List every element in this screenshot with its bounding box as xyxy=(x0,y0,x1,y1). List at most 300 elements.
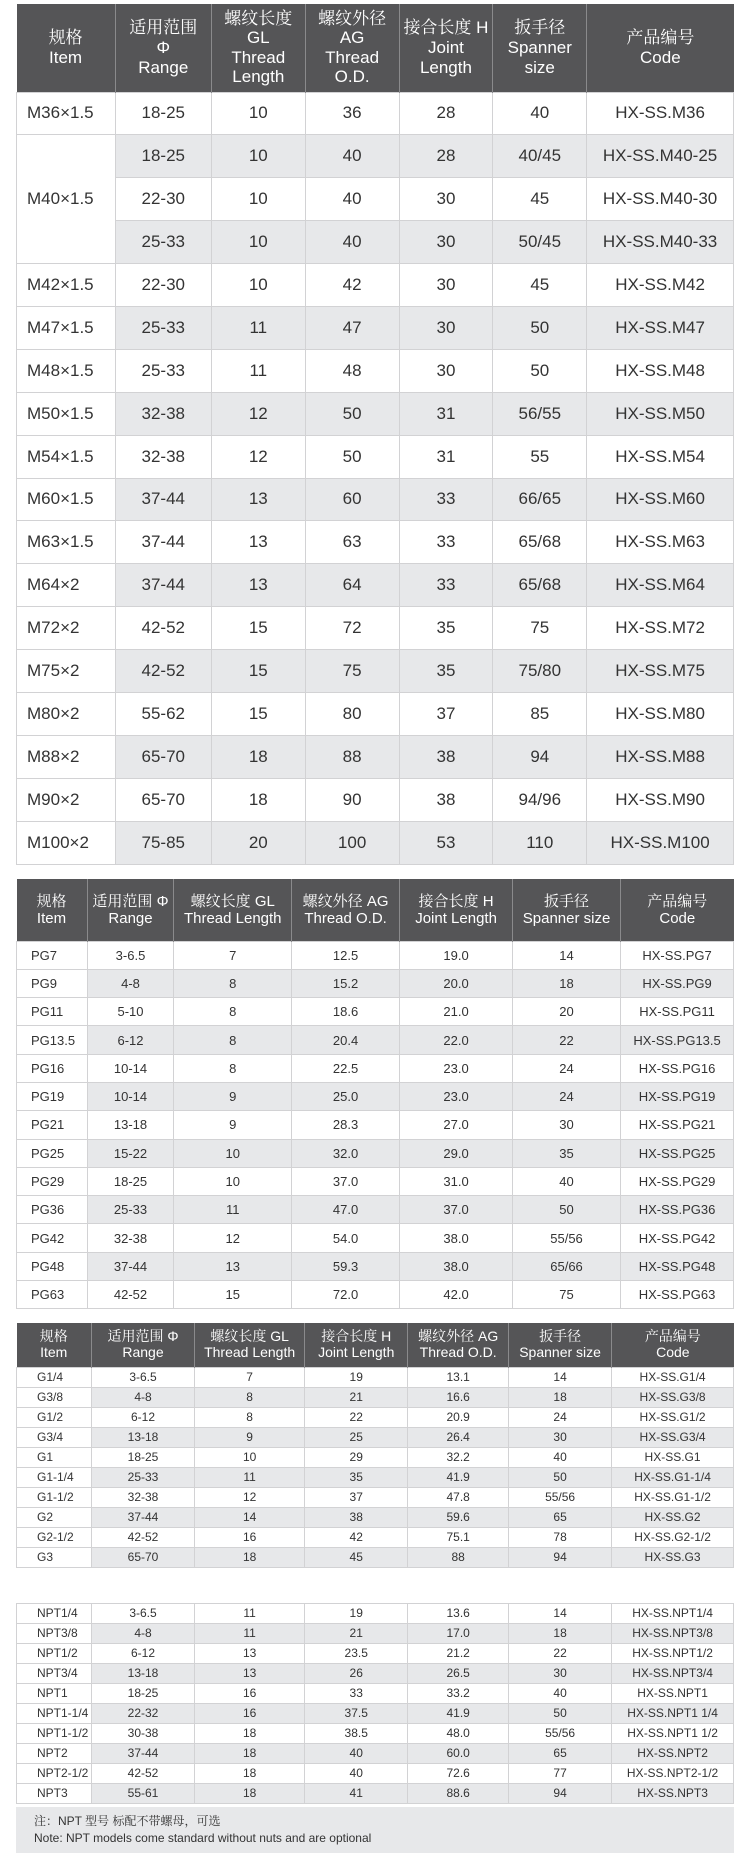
table-cell: 55/56 xyxy=(509,1723,612,1743)
table-cell: 33 xyxy=(399,521,493,564)
table-cell: 19 xyxy=(305,1603,408,1623)
table-cell: 17.0 xyxy=(408,1623,509,1643)
table-cell: 40 xyxy=(305,1743,408,1763)
table-cell: HX-SS.PG42 xyxy=(621,1224,734,1252)
table-cell: 13-18 xyxy=(87,1111,174,1139)
table-cell: HX-SS.NPT1 1/2 xyxy=(612,1723,734,1743)
item-cell: G1 xyxy=(17,1447,92,1467)
table-cell: 64 xyxy=(305,564,399,607)
table-cell: 20 xyxy=(512,998,620,1026)
table-cell: 5-10 xyxy=(87,998,174,1026)
table-cell: HX-SS.PG13.5 xyxy=(621,1026,734,1054)
item-cell: M63×1.5 xyxy=(17,521,116,564)
table-cell: 19 xyxy=(305,1367,408,1387)
table-cell: 32-38 xyxy=(115,392,211,435)
table-cell: 12 xyxy=(211,435,305,478)
table-cell: HX-SS.M88 xyxy=(587,735,734,778)
table-cell: 22-30 xyxy=(115,178,211,221)
table-cell: 65/68 xyxy=(493,521,587,564)
table-row xyxy=(17,778,734,821)
table-cell: 47.0 xyxy=(292,1196,400,1224)
item-cell: G1/2 xyxy=(17,1407,92,1427)
table-cell: 90 xyxy=(305,778,399,821)
table-cell: 75 xyxy=(305,650,399,693)
table-cell: 7 xyxy=(174,941,292,969)
table-cell: 38.0 xyxy=(400,1224,513,1252)
table-row xyxy=(17,1054,734,1082)
table-cell: 30 xyxy=(509,1663,612,1683)
table-cell: HX-SS.PG21 xyxy=(621,1111,734,1139)
table-cell: HX-SS.PG63 xyxy=(621,1281,734,1309)
table-cell: HX-SS.PG9 xyxy=(621,969,734,997)
table-cell: 18 xyxy=(509,1623,612,1643)
table-cell: 38 xyxy=(399,778,493,821)
table-cell: 32-38 xyxy=(87,1224,174,1252)
column-header: 规格 Item xyxy=(17,1323,92,1367)
table-cell: HX-SS.PG48 xyxy=(621,1252,734,1280)
table-cell: 19.0 xyxy=(400,941,513,969)
table-cell: 37.5 xyxy=(305,1703,408,1723)
table-cell: 60 xyxy=(305,478,399,521)
table-row xyxy=(17,1407,734,1427)
table-cell: HX-SS.M40-33 xyxy=(587,221,734,264)
table-cell: 33 xyxy=(399,564,493,607)
table-row xyxy=(17,969,734,997)
table-cell: 12 xyxy=(174,1224,292,1252)
table-cell: 4-8 xyxy=(91,1387,194,1407)
column-header: 接合长度 H Joint Length xyxy=(399,4,493,92)
table-cell: 25 xyxy=(305,1427,408,1447)
table-cell: HX-SS.PG11 xyxy=(621,998,734,1026)
table-row xyxy=(17,1447,734,1467)
table-body xyxy=(17,92,734,864)
table-cell: 10 xyxy=(195,1447,305,1467)
footnote xyxy=(16,1807,734,1853)
table-cell: HX-SS.G2 xyxy=(612,1507,734,1527)
table-cell: 18-25 xyxy=(115,135,211,178)
table-cell: 8 xyxy=(174,1054,292,1082)
table-cell: 8 xyxy=(195,1387,305,1407)
table-cell: 18 xyxy=(509,1387,612,1407)
table-cell: HX-SS.NPT2-1/2 xyxy=(612,1763,734,1783)
item-cell: PG13.5 xyxy=(17,1026,88,1054)
item-cell: PG29 xyxy=(17,1167,88,1195)
table-cell: 45 xyxy=(493,178,587,221)
table-cell: 42-52 xyxy=(115,650,211,693)
table-cell: 3-6.5 xyxy=(91,1367,194,1387)
table-cell: 23.5 xyxy=(305,1643,408,1663)
table-cell: 41.9 xyxy=(408,1467,509,1487)
item-cell: M80×2 xyxy=(17,692,116,735)
table-cell: 65-70 xyxy=(115,735,211,778)
item-cell: PG36 xyxy=(17,1196,88,1224)
item-cell: PG19 xyxy=(17,1082,88,1110)
table-cell: 10-14 xyxy=(87,1082,174,1110)
table-cell: 85 xyxy=(493,692,587,735)
table-cell: 21 xyxy=(305,1387,408,1407)
table-cell: 40 xyxy=(305,221,399,264)
column-header: 扳手径 Spanner size xyxy=(509,1323,612,1367)
table-row xyxy=(17,1723,734,1743)
column-header: 规格 Item xyxy=(17,4,116,92)
separator-cell xyxy=(17,1567,734,1603)
table-cell: 42-52 xyxy=(91,1763,194,1783)
table-row xyxy=(17,821,734,864)
table-cell: HX-SS.M75 xyxy=(587,650,734,693)
table-cell: 13.6 xyxy=(408,1603,509,1623)
table-cell: 28 xyxy=(399,135,493,178)
item-cell: M40×1.5 xyxy=(17,135,116,264)
table-cell: 33 xyxy=(305,1683,408,1703)
table-cell: 38 xyxy=(399,735,493,778)
table-row xyxy=(17,1663,734,1683)
table-cell: 38.0 xyxy=(400,1252,513,1280)
table-cell: HX-SS.G2-1/2 xyxy=(612,1527,734,1547)
column-header: 产品编号 Code xyxy=(621,879,734,941)
footnote-en: Note: NPT models come standard without nuts and are optional xyxy=(34,1831,372,1845)
table-cell: 37-44 xyxy=(115,564,211,607)
table-cell: 40 xyxy=(305,135,399,178)
table-cell: 18-25 xyxy=(87,1167,174,1195)
table-cell: 16 xyxy=(195,1703,305,1723)
table-row xyxy=(17,264,734,307)
table-cell: 13 xyxy=(195,1663,305,1683)
header-row xyxy=(17,1323,734,1367)
table-cell: 55/56 xyxy=(512,1224,620,1252)
table-cell: 40 xyxy=(512,1167,620,1195)
table-cell: HX-SS.NPT1 xyxy=(612,1683,734,1703)
table-cell: 20.9 xyxy=(408,1407,509,1427)
column-header: 螺纹外径 AG Thread O.D. xyxy=(305,4,399,92)
table-cell: 31 xyxy=(399,392,493,435)
table-cell: 22.0 xyxy=(400,1026,513,1054)
table-cell: 10-14 xyxy=(87,1054,174,1082)
item-cell: PG16 xyxy=(17,1054,88,1082)
table-cell: 22-32 xyxy=(91,1703,194,1723)
table-cell: 32-38 xyxy=(115,435,211,478)
item-cell: PG11 xyxy=(17,998,88,1026)
table-cell: 29 xyxy=(305,1447,408,1467)
item-cell: M75×2 xyxy=(17,650,116,693)
column-header: 适用范围 Φ Range xyxy=(87,879,174,941)
table-cell: 88 xyxy=(305,735,399,778)
table-cell: 8 xyxy=(195,1407,305,1427)
table-cell: 18-25 xyxy=(91,1447,194,1467)
table-row xyxy=(17,692,734,735)
table-cell: 94 xyxy=(509,1547,612,1567)
table-cell: 16.6 xyxy=(408,1387,509,1407)
table-cell: 72 xyxy=(305,607,399,650)
item-cell: NPT3/4 xyxy=(17,1663,92,1683)
item-cell: PG42 xyxy=(17,1224,88,1252)
table-row xyxy=(17,349,734,392)
table-row xyxy=(17,1252,734,1280)
table-cell: 47.8 xyxy=(408,1487,509,1507)
table-cell: 27.0 xyxy=(400,1111,513,1139)
table-cell: 11 xyxy=(195,1603,305,1623)
table-cell: 42-52 xyxy=(91,1527,194,1547)
table-row xyxy=(17,1224,734,1252)
table-cell: 30-38 xyxy=(91,1723,194,1743)
table-cell: 65-70 xyxy=(115,778,211,821)
table-cell: HX-SS.PG19 xyxy=(621,1082,734,1110)
table-cell: 24 xyxy=(512,1054,620,1082)
table-row xyxy=(17,1196,734,1224)
table-row xyxy=(17,1507,734,1527)
table-cell: 13 xyxy=(195,1643,305,1663)
table-cell: 8 xyxy=(174,998,292,1026)
table-cell: 24 xyxy=(512,1082,620,1110)
table-cell: 18 xyxy=(195,1547,305,1567)
column-header: 接合长度 H Joint Length xyxy=(305,1323,408,1367)
table-cell: 25-33 xyxy=(91,1467,194,1487)
table-cell: 22 xyxy=(509,1643,612,1663)
table-cell: 94/96 xyxy=(493,778,587,821)
table-cell: 4-8 xyxy=(91,1623,194,1643)
table-cell: 14 xyxy=(509,1367,612,1387)
column-header: 接合长度 H Joint Length xyxy=(400,879,513,941)
item-cell: G1/4 xyxy=(17,1367,92,1387)
column-header: 规格 Item xyxy=(17,879,88,941)
item-cell: NPT1 xyxy=(17,1683,92,1703)
table-cell: 26 xyxy=(305,1663,408,1683)
table-cell: 48 xyxy=(305,349,399,392)
table-cell: 15-22 xyxy=(87,1139,174,1167)
table-cell: 65-70 xyxy=(91,1547,194,1567)
table-cell: 72.6 xyxy=(408,1763,509,1783)
item-cell: PG9 xyxy=(17,969,88,997)
table-cell: 75.1 xyxy=(408,1527,509,1547)
table-cell: 56/55 xyxy=(493,392,587,435)
table-cell: 10 xyxy=(211,221,305,264)
table-cell: 45 xyxy=(493,264,587,307)
table-row xyxy=(17,178,734,221)
table-cell: 50 xyxy=(509,1703,612,1723)
table-cell: 18 xyxy=(195,1723,305,1743)
table-cell: 50 xyxy=(305,435,399,478)
table-cell: 37-44 xyxy=(115,478,211,521)
table-cell: 80 xyxy=(305,692,399,735)
table-cell: 30 xyxy=(512,1111,620,1139)
table-cell: 35 xyxy=(305,1467,408,1487)
table-cell: 37.0 xyxy=(400,1196,513,1224)
table-row xyxy=(17,564,734,607)
table-cell: 42 xyxy=(305,264,399,307)
table-cell: 78 xyxy=(509,1527,612,1547)
table-cell: HX-SS.G1/4 xyxy=(612,1367,734,1387)
item-cell: PG25 xyxy=(17,1139,88,1167)
column-header: 螺纹长度 GL Thread Length xyxy=(195,1323,305,1367)
table-cell: 14 xyxy=(195,1507,305,1527)
table-row xyxy=(17,1026,734,1054)
column-header: 螺纹长度 GL Thread Length xyxy=(174,879,292,941)
table-cell: 30 xyxy=(399,306,493,349)
table-cell: 15 xyxy=(211,607,305,650)
table-cell: HX-SS.M48 xyxy=(587,349,734,392)
table-cell: 30 xyxy=(399,349,493,392)
table-cell: HX-SS.NPT2 xyxy=(612,1743,734,1763)
table-cell: 50 xyxy=(493,349,587,392)
column-header: 螺纹外径 AG Thread O.D. xyxy=(292,879,400,941)
table-cell: 18 xyxy=(512,969,620,997)
item-cell: PG7 xyxy=(17,941,88,969)
table-cell: HX-SS.M47 xyxy=(587,306,734,349)
table-cell: 40/45 xyxy=(493,135,587,178)
column-header: 螺纹外径 AG Thread O.D. xyxy=(408,1323,509,1367)
table-cell: 25-33 xyxy=(87,1196,174,1224)
table-cell: 25.0 xyxy=(292,1082,400,1110)
table-cell: 37 xyxy=(399,692,493,735)
table-row xyxy=(17,1387,734,1407)
table-cell: HX-SS.PG29 xyxy=(621,1167,734,1195)
table-cell: 50 xyxy=(512,1196,620,1224)
table-cell: 30 xyxy=(399,221,493,264)
table-cell: 3-6.5 xyxy=(91,1603,194,1623)
table-row xyxy=(17,1139,734,1167)
table-row xyxy=(17,135,734,178)
table-cell: 26.5 xyxy=(408,1663,509,1683)
table-cell: 50 xyxy=(509,1467,612,1487)
table-cell: 75/80 xyxy=(493,650,587,693)
table-cell: 40 xyxy=(493,92,587,135)
table-cell: HX-SS.NPT1/4 xyxy=(612,1603,734,1623)
table-cell: 65/66 xyxy=(512,1252,620,1280)
column-header: 适用范围 Φ Range xyxy=(91,1323,194,1367)
footnote-cn: 注：NPT 型号 标配不带螺母，可选 xyxy=(34,1814,221,1828)
table-cell: HX-SS.G3/4 xyxy=(612,1427,734,1447)
table-cell: 18 xyxy=(211,735,305,778)
table-cell: HX-SS.G1 xyxy=(612,1447,734,1467)
table-cell: HX-SS.NPT3 xyxy=(612,1783,734,1803)
table-row xyxy=(17,607,734,650)
table-cell: 42 xyxy=(305,1527,408,1547)
table-row xyxy=(17,221,734,264)
table-row xyxy=(17,1487,734,1507)
table-row xyxy=(17,650,734,693)
table-cell: 9 xyxy=(174,1082,292,1110)
table-cell: 12.5 xyxy=(292,941,400,969)
table-cell: 15.2 xyxy=(292,969,400,997)
table-cell: 35 xyxy=(512,1139,620,1167)
table-row xyxy=(17,1281,734,1309)
table-cell: 55-62 xyxy=(115,692,211,735)
table-cell: 40 xyxy=(305,1763,408,1783)
table-cell: 15 xyxy=(174,1281,292,1309)
table-cell: HX-SS.NPT1 1/4 xyxy=(612,1703,734,1723)
item-cell: PG63 xyxy=(17,1281,88,1309)
table-cell: 25-33 xyxy=(115,349,211,392)
group-separator xyxy=(17,1567,734,1603)
table-cell: HX-SS.NPT1/2 xyxy=(612,1643,734,1663)
table-cell: 24 xyxy=(509,1407,612,1427)
table-cell: 14 xyxy=(512,941,620,969)
table-cell: HX-SS.PG16 xyxy=(621,1054,734,1082)
table-cell: 18 xyxy=(195,1743,305,1763)
column-header: 产品编号 Code xyxy=(587,4,734,92)
table-cell: 40 xyxy=(305,178,399,221)
table-cell: 8 xyxy=(174,969,292,997)
item-cell: PG21 xyxy=(17,1111,88,1139)
item-cell: G3/8 xyxy=(17,1387,92,1407)
table-cell: 55-61 xyxy=(91,1783,194,1803)
table-body xyxy=(17,941,734,1309)
table-cell: HX-SS.M100 xyxy=(587,821,734,864)
table-cell: 31 xyxy=(399,435,493,478)
table-cell: 13-18 xyxy=(91,1427,194,1447)
table-cell: 28.3 xyxy=(292,1111,400,1139)
table-row xyxy=(17,1783,734,1803)
table-row xyxy=(17,306,734,349)
table-cell: HX-SS.PG36 xyxy=(621,1196,734,1224)
table-cell: 65 xyxy=(509,1507,612,1527)
table-cell: 22 xyxy=(512,1026,620,1054)
table-cell: 20.4 xyxy=(292,1026,400,1054)
table-body xyxy=(17,1367,734,1803)
table-cell: 22.5 xyxy=(292,1054,400,1082)
table-cell: 18.6 xyxy=(292,998,400,1026)
table-cell: 41.9 xyxy=(408,1703,509,1723)
table-row xyxy=(17,735,734,778)
table-cell: 20 xyxy=(211,821,305,864)
table-cell: 37.0 xyxy=(292,1167,400,1195)
table-row xyxy=(17,941,734,969)
table-cell: 7 xyxy=(195,1367,305,1387)
table-cell: HX-SS.M90 xyxy=(587,778,734,821)
table-cell: 38 xyxy=(305,1507,408,1527)
table-row xyxy=(17,1427,734,1447)
table-cell: 12 xyxy=(195,1487,305,1507)
item-cell: G3/4 xyxy=(17,1427,92,1447)
table-cell: 28 xyxy=(399,92,493,135)
table-cell: 21 xyxy=(305,1623,408,1643)
table-cell: 42-52 xyxy=(115,607,211,650)
table-cell: 110 xyxy=(493,821,587,864)
table-row xyxy=(17,1683,734,1703)
table-cell: 13 xyxy=(211,478,305,521)
table-cell: 11 xyxy=(211,306,305,349)
table-row xyxy=(17,1082,734,1110)
table-cell: 75 xyxy=(512,1281,620,1309)
table-row xyxy=(17,1547,734,1567)
table-cell: 65 xyxy=(509,1743,612,1763)
table-cell: HX-SS.M40-25 xyxy=(587,135,734,178)
table-cell: 6-12 xyxy=(87,1026,174,1054)
item-cell: NPT3/8 xyxy=(17,1623,92,1643)
table-cell: 40 xyxy=(509,1447,612,1467)
table-cell: 37-44 xyxy=(91,1507,194,1527)
item-cell: M64×2 xyxy=(17,564,116,607)
table-cell: 75 xyxy=(493,607,587,650)
table-cell: HX-SS.G1/2 xyxy=(612,1407,734,1427)
table-cell: 25-33 xyxy=(115,221,211,264)
table-cell: 37-44 xyxy=(91,1743,194,1763)
table-cell: 60.0 xyxy=(408,1743,509,1763)
column-header: 扳手径 Spanner size xyxy=(512,879,620,941)
table-cell: HX-SS.PG25 xyxy=(621,1139,734,1167)
table-cell: 42-52 xyxy=(87,1281,174,1309)
table-cell: 14 xyxy=(509,1603,612,1623)
table-cell: 16 xyxy=(195,1527,305,1547)
table-cell: 42.0 xyxy=(400,1281,513,1309)
table-cell: 31.0 xyxy=(400,1167,513,1195)
item-cell: NPT2-1/2 xyxy=(17,1763,92,1783)
table-cell: HX-SS.M60 xyxy=(587,478,734,521)
item-cell: NPT1/2 xyxy=(17,1643,92,1663)
table-cell: HX-SS.M64 xyxy=(587,564,734,607)
item-cell: G2 xyxy=(17,1507,92,1527)
table-cell: HX-SS.G3 xyxy=(612,1547,734,1567)
table-cell: 50/45 xyxy=(493,221,587,264)
